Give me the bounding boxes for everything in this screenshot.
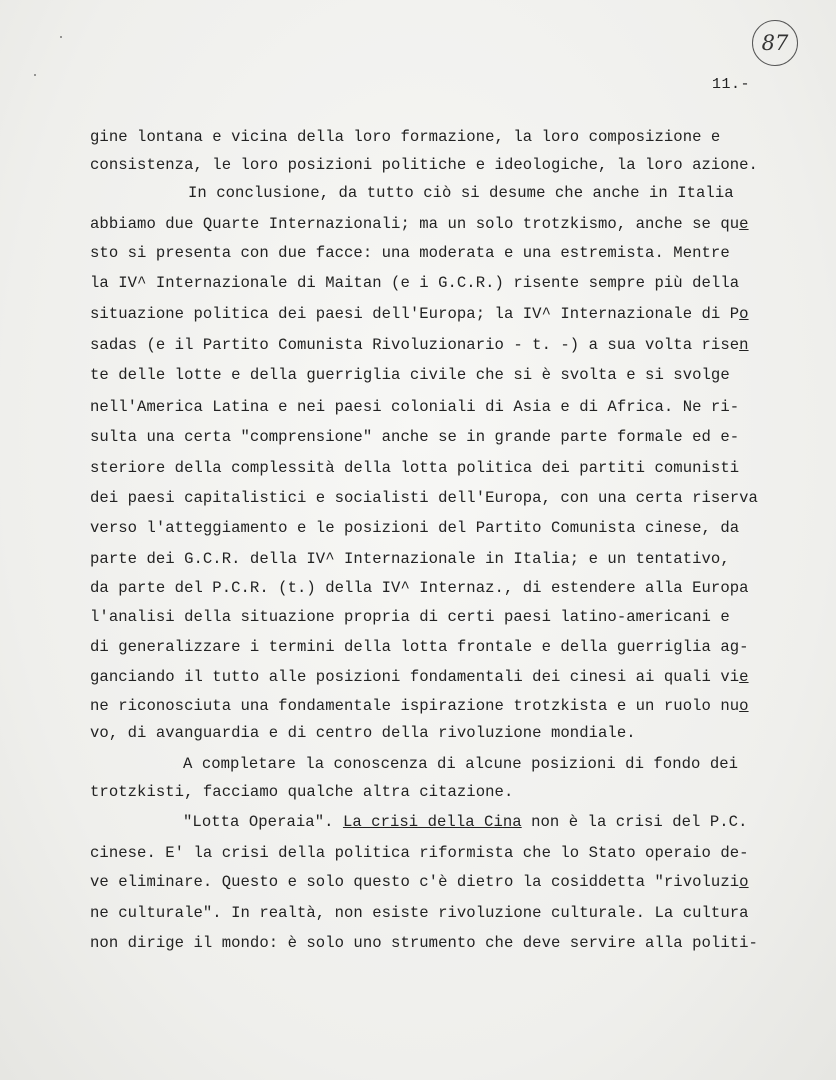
underlined-text: La crisi della Cina xyxy=(342,813,522,831)
underlined-text: n xyxy=(739,336,749,354)
text-line xyxy=(90,933,758,953)
text-segment: ganciando il tutto alle posizioni fondamentali dei cinesi ai quali vi xyxy=(90,668,740,686)
text-segment: non dirige il mondo: è solo uno strumento che deve servire alla politi- xyxy=(90,934,758,952)
text-line xyxy=(90,843,749,863)
underlined-text: o xyxy=(739,697,749,715)
text-segment: verso l'atteggiamento e le posizioni del Partito Comunista cinese, da xyxy=(90,519,740,537)
text-segment: sulta una certa "comprensione" anche se in grande parte formale ed e- xyxy=(90,428,740,446)
text-segment: vo, di avanguardia e di centro della rivoluzione mondiale. xyxy=(90,724,636,742)
text-segment: cinese. E' la crisi della politica riformista che lo Stato operaio de- xyxy=(90,844,749,862)
text-segment: da parte del P.C.R. (t.) della IV^ Internaz., di estendere alla Europa xyxy=(90,579,749,597)
speck xyxy=(60,36,62,38)
text-segment: sadas (e il Partito Comunista Rivoluzionario - t. -) a sua volta rise xyxy=(90,336,740,354)
text-line xyxy=(90,667,749,687)
text-segment: situazione politica dei paesi dell'Europa; la IV^ Internazionale di P xyxy=(90,305,740,323)
text-segment: ne culturale". In realtà, non esiste rivoluzione culturale. La cultura xyxy=(90,904,749,922)
text-segment: consistenza, le loro posizioni politiche e ideologiche, la loro azione. xyxy=(90,156,758,174)
text-line xyxy=(90,549,730,569)
text-line xyxy=(90,607,730,627)
text-line xyxy=(90,243,730,263)
text-segment: la IV^ Internazionale di Maitan (e i G.C.R.) risente sempre più della xyxy=(90,274,740,292)
text-line xyxy=(90,696,749,716)
text-line xyxy=(90,427,739,447)
text-segment: l'analisi della situazione propria di certi paesi latino-americani e xyxy=(90,608,730,626)
text-segment: di generalizzare i termini della lotta frontale e della guerriglia ag- xyxy=(90,638,749,656)
speck xyxy=(34,74,36,76)
underlined-text: o xyxy=(739,305,749,323)
underlined-text: o xyxy=(739,873,749,891)
text-line xyxy=(90,903,749,923)
text-segment: A completare la conoscenza di alcune posizioni di fondo dei xyxy=(183,755,739,773)
text-line xyxy=(90,214,749,234)
text-line xyxy=(90,397,739,417)
text-segment: In conclusione, da tutto ciò si desume che anche in Italia xyxy=(188,184,734,202)
text-segment: dei paesi capitalistici e socialisti dell'Europa, con una certa riserva xyxy=(90,489,758,507)
text-line xyxy=(90,488,758,508)
text-segment: ne riconosciuta una fondamentale ispirazione trotzkista e un ruolo nu xyxy=(90,697,740,715)
underlined-text: e xyxy=(739,215,749,233)
text-segment: abbiamo due Quarte Internazionali; ma un solo trotzkismo, anche se qu xyxy=(90,215,740,233)
text-segment: "Lotta Operaia". xyxy=(183,813,343,831)
text-line xyxy=(90,518,739,538)
text-line xyxy=(90,155,758,175)
archive-stamp xyxy=(752,20,798,66)
text-line xyxy=(183,754,738,774)
text-line xyxy=(90,782,513,802)
text-line xyxy=(90,365,730,385)
text-line xyxy=(90,723,636,743)
underlined-text: e xyxy=(739,668,749,686)
text-segment: ve eliminare. Questo e solo questo c'è dietro la cosiddetta "rivoluzi xyxy=(90,873,740,891)
text-segment: gine lontana e vicina della loro formazione, la loro composizione e xyxy=(90,128,721,146)
text-segment: trotzkisti, facciamo qualche altra citazione. xyxy=(90,783,514,801)
text-line xyxy=(90,273,739,293)
text-segment: te delle lotte e della guerriglia civile che si è svolta e si svolge xyxy=(90,366,730,384)
text-line xyxy=(90,335,749,355)
text-line xyxy=(90,458,739,478)
text-segment: steriore della complessità della lotta politica dei partiti comunisti xyxy=(90,459,740,477)
text-segment: non è la crisi del P.C. xyxy=(521,813,748,831)
text-segment: parte dei G.C.R. della IV^ Internazionale in Italia; e un tentativo, xyxy=(90,550,730,568)
text-segment: nell'America Latina e nei paesi coloniali di Asia e di Africa. Ne ri- xyxy=(90,398,740,416)
archive-stamp-number: 87 xyxy=(761,31,789,55)
text-line xyxy=(188,183,734,203)
text-line xyxy=(90,127,720,147)
text-line xyxy=(90,637,749,657)
text-segment: sto si presenta con due facce: una moderata e una estremista. Mentre xyxy=(90,244,730,262)
text-line xyxy=(90,872,749,892)
text-line xyxy=(183,812,747,832)
text-line xyxy=(90,578,749,598)
page-number: 11.- xyxy=(712,76,751,93)
text-line xyxy=(90,304,749,324)
